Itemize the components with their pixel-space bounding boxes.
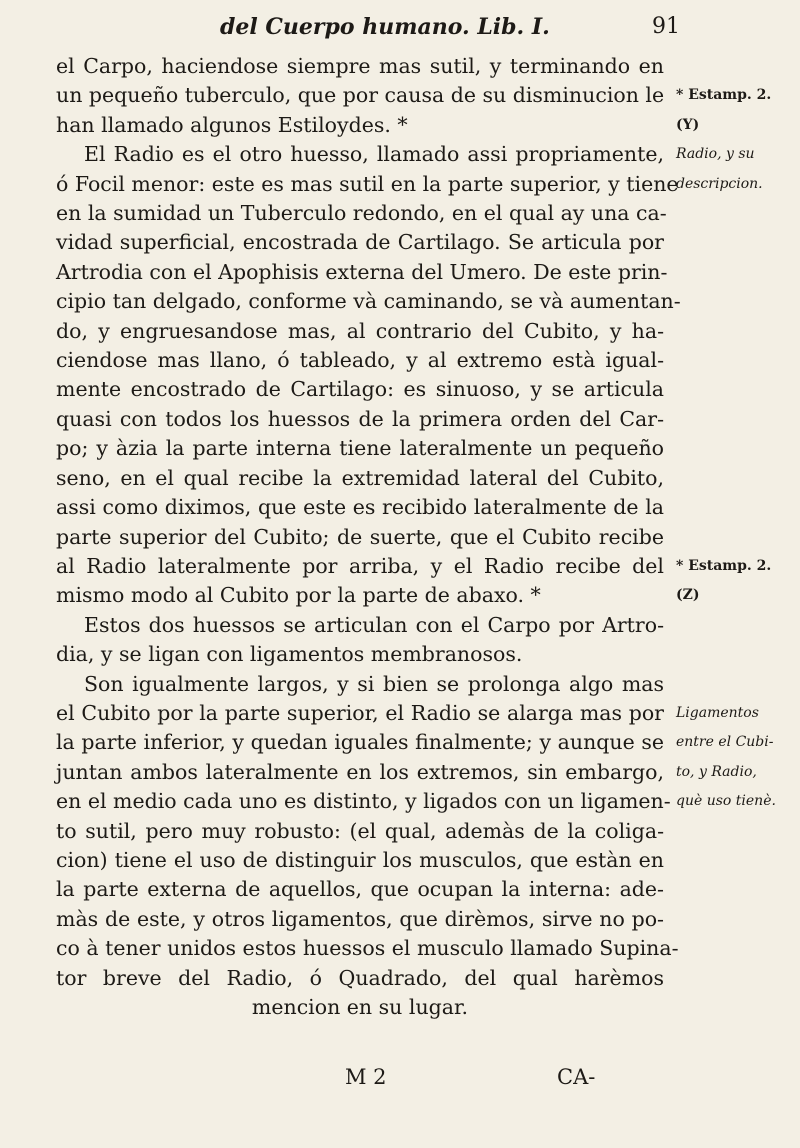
text-line: tor breve del Radio, ó Quadrado, del qual harèmos <box>56 965 664 990</box>
text-line: el Cubito por la parte superior, el Radio se alarga mas por <box>56 700 664 725</box>
margin-note: (Z) <box>676 587 700 604</box>
text-line: juntan ambos lateralmente en los extremos, sin embargo, <box>56 759 664 784</box>
text-line: han llamado algunos Estiloydes. * <box>56 112 408 137</box>
margin-note: * Estamp. 2. <box>676 87 772 104</box>
running-header <box>220 14 680 40</box>
text-line: en la sumidad un Tuberculo redondo, en el qual ay una ca- <box>56 201 667 226</box>
text-line: Estos dos huessos se articulan con el Carpo por Artro- <box>84 612 664 637</box>
text-line: cipio tan delgado, conforme và caminando, se và aumentan- <box>56 289 681 314</box>
text-line: co à tener unidos estos huessos el musculo llamado Supina- <box>56 936 679 961</box>
margin-note: Ligamentos <box>676 704 759 721</box>
page-footer <box>0 1065 800 1095</box>
text-line: mismo modo al Cubito por la parte de abaxo. * <box>56 583 541 608</box>
text-line: màs de este, y otros ligamentos, que dirèmos, sirve no po- <box>56 906 664 931</box>
margin-note: * Estamp. 2. <box>676 557 772 574</box>
text-line: el Carpo, haciendose siempre mas sutil, y terminando en <box>56 54 664 78</box>
margin-note: descripcion. <box>676 175 763 192</box>
text-line: po; y àzia la parte interna tiene lateralmente un pequeño <box>56 436 664 461</box>
text-line: Son igualmente largos, y si bien se prolonga algo mas <box>84 671 664 696</box>
text-line: vidad superficial, encostrada de Cartilago. Se articula por <box>56 230 664 255</box>
catchword: CA- <box>557 1065 596 1089</box>
text-line: ó Focil menor: este es mas sutil en la parte superior, y tiene <box>56 171 679 196</box>
text-line: ciendose mas llano, ó tableado, y al extremo està igual- <box>56 348 664 373</box>
page-number: 91 <box>652 14 680 39</box>
text-line: assi como diximos, que este es recibido lateralmente de la <box>56 495 664 520</box>
margin-note: què uso tienè. <box>676 793 776 809</box>
signature-mark: M 2 <box>345 1065 387 1089</box>
text-line: El Radio es el otro huesso, llamado assi propriamente, <box>84 142 664 167</box>
margin-note: Radio, y su <box>676 146 755 163</box>
margin-note: to, y Radio, <box>676 763 757 780</box>
text-line: mencion en su lugar. <box>251 995 469 1019</box>
text-line: Artrodia con el Apophisis externa del Umero. De este prin- <box>56 259 668 284</box>
margin-note: (Y) <box>676 116 700 133</box>
text-line: mente encostrado de Cartilago: es sinuoso, y se articula <box>56 377 664 402</box>
text-line: do, y engruesandose mas, al contrario del Cubito, y ha- <box>56 318 664 343</box>
running-title: del Cuerpo humano. Lib. I. <box>220 14 550 40</box>
text-line: cion) tiene el uso de distinguir los musculos, que estàn en <box>56 847 664 872</box>
margin-note: entre el Cubi- <box>676 734 774 751</box>
text-line: en el medio cada uno es distinto, y ligados con un ligamen- <box>56 789 671 814</box>
text-line: dia, y se ligan con ligamentos membranosos. <box>56 642 523 667</box>
text-line: to sutil, pero muy robusto: (el qual, ademàs de la coliga- <box>56 818 664 843</box>
text-line: al Radio lateralmente por arriba, y el Radio recibe del <box>56 553 664 578</box>
text-line: parte superior del Cubito; de suerte, que el Cubito recibe <box>56 524 664 549</box>
text-line: seno, en el qual recibe la extremidad lateral del Cubito, <box>56 465 664 490</box>
text-line: un pequeño tuberculo, que por causa de su disminucion le <box>56 83 665 108</box>
text-line: la parte inferior, y quedan iguales finalmente; y aunque se <box>56 730 664 755</box>
text-line: quasi con todos los huessos de la primera orden del Car- <box>56 406 664 431</box>
main-text <box>56 52 681 1022</box>
text-line: la parte externa de aquellos, que ocupan la interna: ade- <box>56 877 664 902</box>
